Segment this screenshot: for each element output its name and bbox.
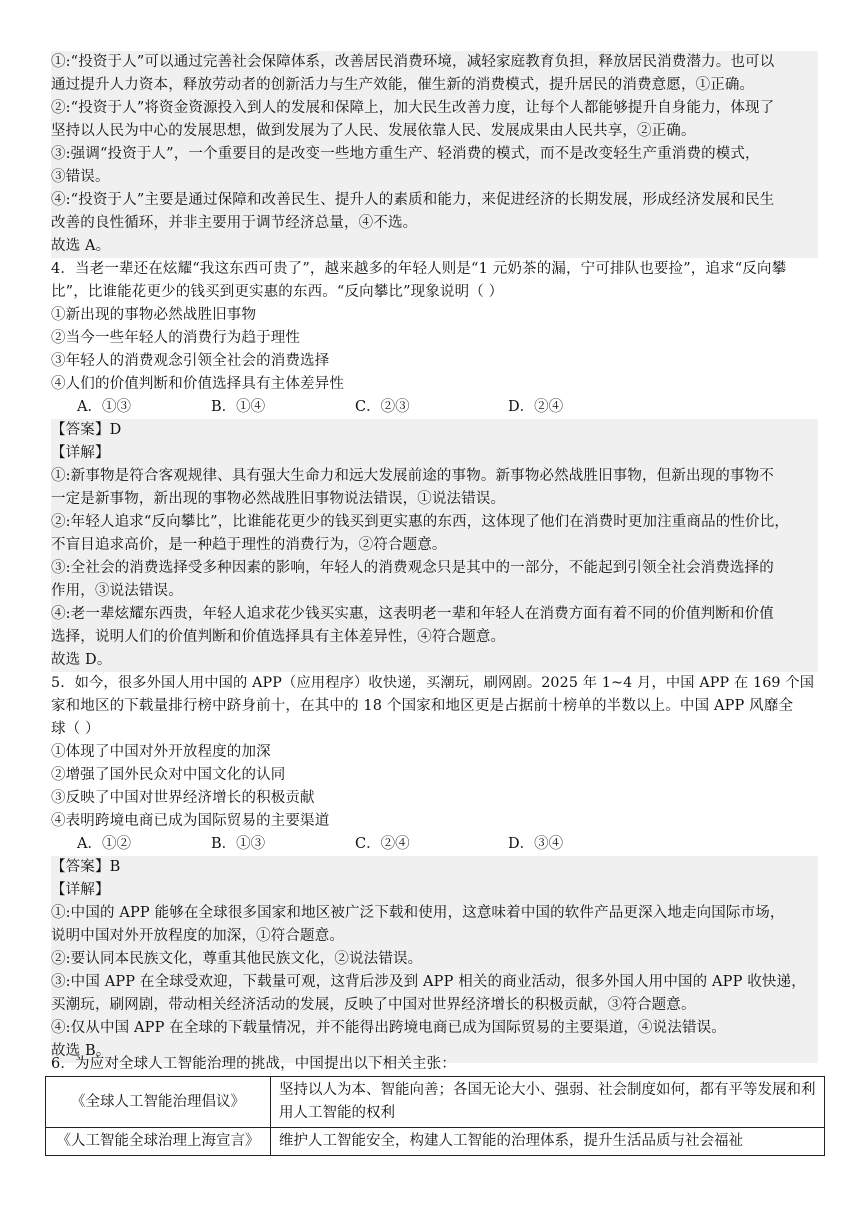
q4-explain-line: ④:老一辈炫耀东西贵，年轻人追求花少钱买实惠，这表明老一辈和年轻人在消费方面有着不同的价值判断和价值	[51, 603, 818, 626]
q3-explain-line: ④:“投资于人”主要是通过保障和改善民生、提升人的素质和能力，来促进经济的长期发展，形成经济发展和民生	[51, 189, 818, 212]
table-cell-doc: 《全球人工智能治理倡议》	[46, 1077, 271, 1128]
q4-explain-line: ③:全社会的消费选择受多种因素的影响，年轻人的消费观念只是其中的一部分，不能起到引领全社会消费选择的	[51, 557, 818, 580]
q4-options	[51, 396, 818, 419]
q4-stem-line: 4．当老一辈还在炫耀“我这东西可贵了”，越来越多的年轻人则是“1 元奶茶的漏，宁可排队也要捡”，追求“反向攀	[51, 261, 787, 277]
q4-detail-label: 【详解】	[51, 442, 818, 465]
q4-explain-line: ①:新事物是符合客观规律、具有强大生命力和远大发展前途的事物。新事物必然战胜旧事物，但新出现的事物不	[51, 465, 818, 488]
q5-conclusion: 故选 B。	[51, 1040, 818, 1063]
q3-explain-line: ①:“投资于人”可以通过完善社会保障体系，改善居民消费环境，减轻家庭教育负担，释放居民消费潜力。也可以	[51, 51, 818, 74]
q3-explain-line: 改善的良性循环，并非主要用于调节经济总量，④不选。	[51, 212, 818, 235]
q4-item: ①新出现的事物必然战胜旧事物	[51, 307, 257, 323]
q4-conclusion: 故选 D。	[51, 649, 818, 672]
q5-option-a: A．①②	[77, 836, 131, 852]
q5-explain-line: ③:中国 APP 在全球受欢迎，下载量可观，这背后涉及到 APP 相关的商业活动，很多外国人用中国的 APP 收快递，	[51, 971, 818, 994]
q3-explain-line: ③:强调“投资于人”，一个重要目的是改变一些地方重生产、轻消费的模式，而不是改变轻生产重消费的模式，	[51, 143, 818, 166]
q5-answer: 【答案】B	[51, 856, 818, 879]
q4-item: ②当今一些年轻人的消费行为趋于理性	[51, 330, 301, 346]
q5-item: ②增强了国外民众对中国文化的认同	[51, 767, 286, 783]
table-cell-content: 维护人工智能安全，构建人工智能的治理体系，提升生活品质与社会福祉	[271, 1128, 825, 1156]
q3-explain-line: 坚持以人民为中心的发展思想，做到发展为了人民、发展依靠人民、发展成果由人民共享，②正确。	[51, 120, 818, 143]
table-cell-doc: 《人工智能全球治理上海宣言》	[46, 1128, 271, 1156]
q6-table	[45, 1076, 825, 1156]
q6-stem: 6．为应对全球人工智能治理的挑战，中国提出以下相关主张：	[51, 1056, 456, 1072]
q4-explain-line: 一定是新事物，新出现的事物必然战胜旧事物说法错误，①说法错误。	[51, 488, 818, 511]
q5-stem-line: 球（ ）	[51, 721, 100, 737]
q4-option-b: B．①④	[211, 399, 266, 415]
q3-explain-line: ②:“投资于人”将资金资源投入到人的发展和保障上，加大民生改善力度，让每个人都能够提升自身能力，体现了	[51, 97, 818, 120]
q3-explain-line: 通过提升人力资本，释放劳动者的创新活力与生产效能，催生新的消费模式，提升居民的消费意愿，①正确。	[51, 74, 818, 97]
q5-stem-line: 家和地区的下载量排行榜中跻身前十，在其中的 18 个国家和地区更是占据前十榜单的半数以上。中国 APP 风靡全	[51, 698, 794, 714]
q5-explain-line: ①:中国的 APP 能够在全球很多国家和地区被广泛下载和使用，这意味着中国的软件产品更深入地走向国际市场，	[51, 902, 818, 925]
q5-explain-line: ④:仅从中国 APP 在全球的下载量情况，并不能得出跨境电商已成为国际贸易的主要渠道，④说法错误。	[51, 1017, 818, 1040]
table-row	[46, 1128, 825, 1156]
q3-conclusion: 故选 A。	[51, 235, 818, 258]
q4-stem-line: 比”，比谁能花更少的钱买到更实惠的东西。“反向攀比”现象说明（ ）	[51, 284, 504, 300]
q4-explain-line: ②:年轻人追求“反向攀比”，比谁能花更少的钱买到更实惠的东西，这体现了他们在消费时更加注重商品的性价比，	[51, 511, 818, 534]
table-cell-content: 坚持以人为本、智能向善；各国无论大小、强弱、社会制度如何，都有平等发展和利用人工智能的权利	[271, 1077, 825, 1128]
q4-item: ③年轻人的消费观念引领全社会的消费选择	[51, 353, 330, 369]
q4-option-d: D．②④	[508, 399, 564, 415]
q5-item: ①体现了中国对外开放程度的加深	[51, 744, 271, 760]
q4-explain-line: 作用，③说法错误。	[51, 580, 818, 603]
q5-detail-label: 【详解】	[51, 879, 818, 902]
q5-explain-line: 说明中国对外开放程度的加深，①符合题意。	[51, 925, 818, 948]
q4-option-a: A．①③	[77, 399, 131, 415]
q3-explain-line: ③错误。	[51, 166, 818, 189]
q4-item: ④人们的价值判断和价值选择具有主体差异性	[51, 376, 344, 392]
q5-options	[51, 833, 818, 856]
q5-item: ④表明跨境电商已成为国际贸易的主要渠道	[51, 813, 330, 829]
q5-item: ③反映了中国对世界经济增长的积极贡献	[51, 790, 315, 806]
q5-option-d: D．③④	[508, 836, 564, 852]
q4-answer: 【答案】D	[51, 419, 818, 442]
q5-stem-line: 5．如今，很多外国人用中国的 APP（应用程序）收快递，买潮玩，刷网剧。2025 年 1~4 月，中国 APP 在 169 个国	[51, 675, 815, 691]
q5-explain-line: ②:要认同本民族文化，尊重其他民族文化，②说法错误。	[51, 948, 818, 971]
q4-option-c: C．②③	[355, 399, 410, 415]
q5-explain-line: 买潮玩，刷网剧，带动相关经济活动的发展，反映了中国对世界经济增长的积极贡献，③符合题意。	[51, 994, 818, 1017]
q4-explain-line: 不盲目追求高价，是一种趋于理性的消费行为，②符合题意。	[51, 534, 818, 557]
table-row	[46, 1077, 825, 1128]
q4-explain-line: 选择，说明人们的价值判断和价值选择具有主体差异性，④符合题意。	[51, 626, 818, 649]
q5-option-b: B．①③	[211, 836, 266, 852]
q5-option-c: C．②④	[355, 836, 410, 852]
